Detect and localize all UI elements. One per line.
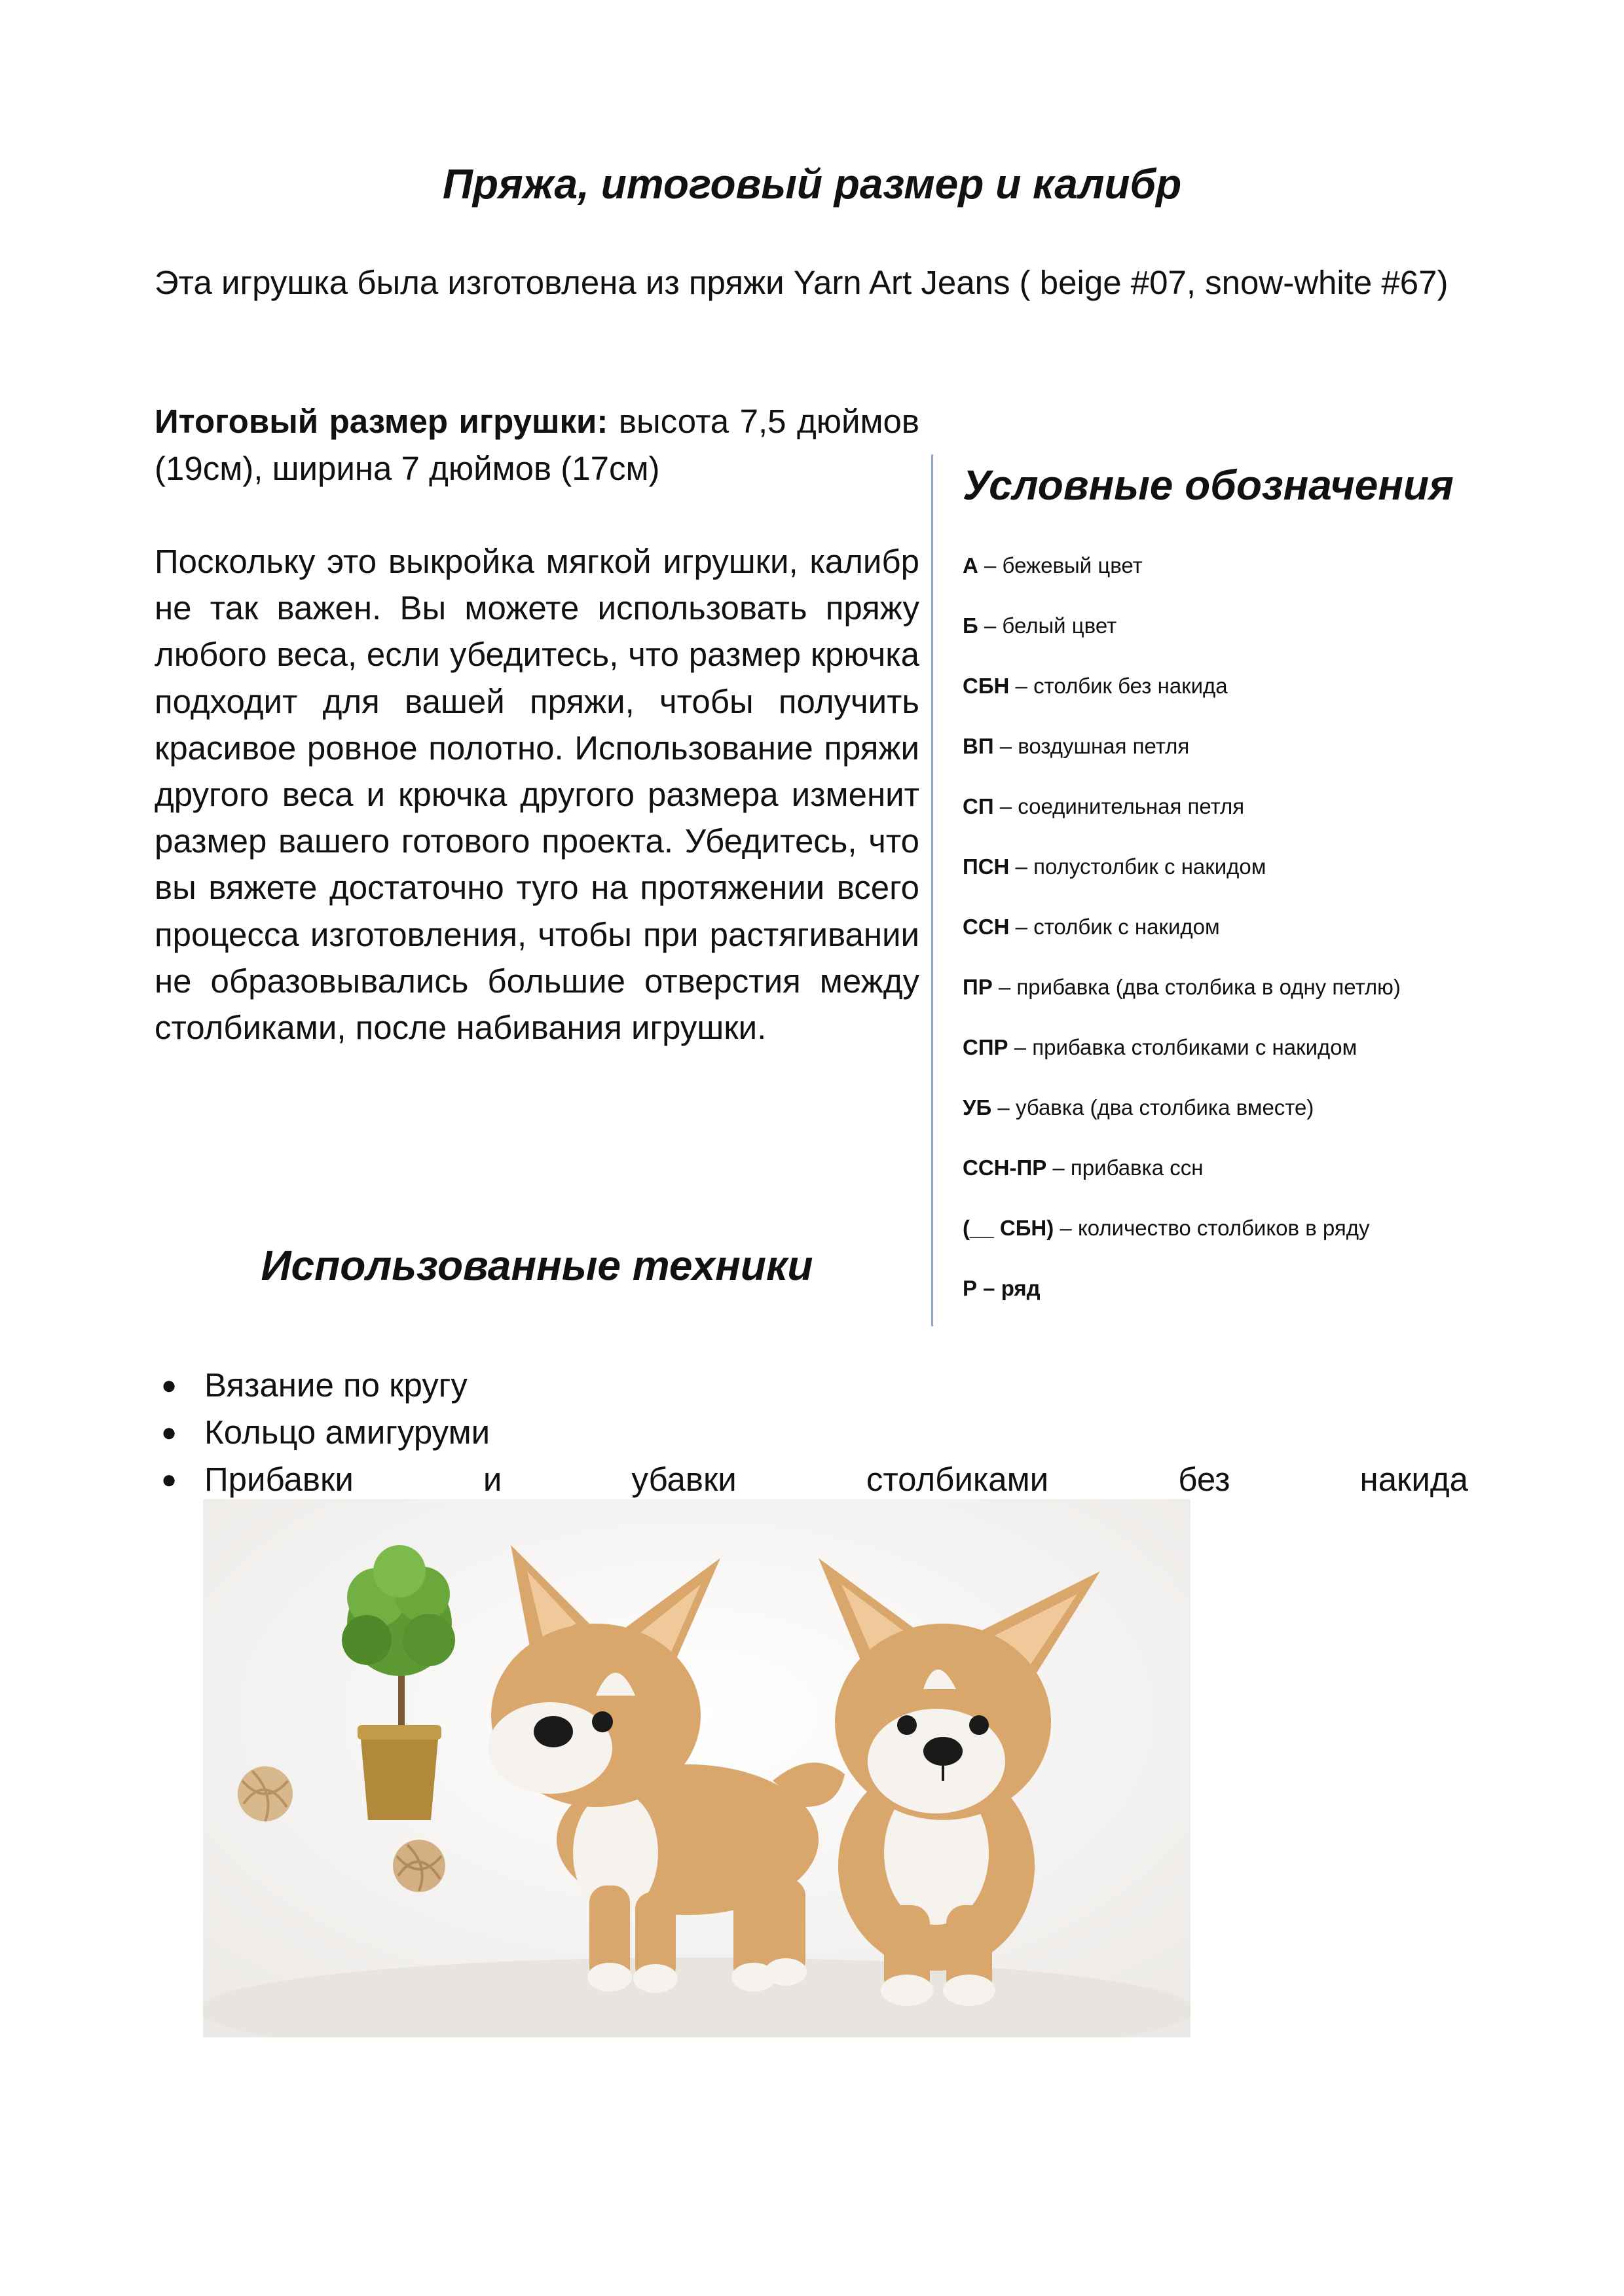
final-size-paragraph: [155, 398, 919, 492]
legend-desc: – белый цвет: [978, 613, 1117, 638]
legend-abbr: ССН: [963, 915, 1010, 939]
column-divider: [931, 454, 933, 1326]
page-title: Пряжа, итоговый размер и калибр: [442, 160, 1182, 208]
legend-abbr: ПСН: [963, 854, 1010, 879]
legend-desc: – прибавка столбиками с накидом: [1008, 1035, 1357, 1059]
legend-desc: – убавка (два столбика вместе): [991, 1095, 1314, 1120]
legend-abbr: Р – ряд: [963, 1276, 1041, 1300]
yarn-ball: [238, 1766, 293, 1821]
technique-label: Кольцо амигуруми: [204, 1413, 490, 1451]
legend-item: [963, 909, 1552, 969]
legend-desc: – столбик с накидом: [1009, 915, 1220, 939]
legend-abbr: УБ: [963, 1095, 992, 1120]
final-size-value: высота 7,5 дюймов (19см), ширина 7 дюймов (17см): [155, 403, 920, 487]
technique-word: и: [483, 1461, 502, 1498]
technique-word: Прибавки: [204, 1461, 354, 1498]
techniques-heading: Использованные техники: [261, 1242, 813, 1289]
legend-item: [963, 1270, 1552, 1330]
legend-item: [963, 848, 1552, 909]
legend-abbr: ПР: [963, 975, 993, 999]
legend-item: [963, 547, 1552, 608]
legend-abbr: ВП: [963, 734, 994, 758]
gauge-paragraph: Поскольку это выкройка мягкой игрушки, калибр не так важен. Вы можете использовать пряжу любого веса, если убедитесь, что размер крючка подходит для вашей пряжи, чтобы получить красивое ровное полотно. Использование пряжи другого веса и крючка другого размера изменит размер вашего готового проекта. Убедитесь, что вы вяжете достаточно туго на протяжении всего процесса изготовления, чтобы при растягивании не образовывались большие отверстия между столбиками, после набивания игрушки.: [155, 543, 919, 1047]
legend-abbr: СБН: [963, 674, 1010, 698]
legend-item: [963, 728, 1552, 788]
technique-word: без: [1178, 1461, 1230, 1498]
technique-word: накида: [1359, 1461, 1468, 1498]
legend-heading: Условные обозначения: [963, 462, 1454, 509]
bullet-icon: ●: [161, 1371, 177, 1400]
photo-illustration: [203, 1499, 1190, 2037]
legend-list: [963, 547, 1552, 1330]
legend-desc: – воздушная петля: [993, 734, 1190, 758]
legend-item: [963, 969, 1552, 1029]
legend-item: [963, 1089, 1552, 1150]
legend-item: [963, 1150, 1552, 1210]
legend-desc: – количество столбиков в ряду: [1054, 1216, 1370, 1240]
legend-desc: – прибавка (два столбика в одну петлю): [992, 975, 1401, 999]
legend-desc: – бежевый цвет: [978, 553, 1143, 577]
final-size-label: Итоговый размер игрушки:: [155, 403, 608, 440]
intro-paragraph: Эта игрушка была изготовлена из пряжи Yarn Art Jeans ( beige #07, snow-white #67): [155, 264, 1449, 301]
legend-abbr: СПР: [963, 1035, 1008, 1059]
technique-label-justified: [204, 1456, 1468, 1503]
legend-abbr: СП: [963, 794, 994, 818]
legend-abbr: (__ СБН): [963, 1216, 1054, 1240]
technique-label: Вязание по кругу: [204, 1366, 468, 1404]
legend-desc: – полустолбик с накидом: [1009, 854, 1266, 879]
legend-abbr: ССН-ПР: [963, 1156, 1047, 1180]
legend-item: [963, 608, 1552, 668]
technique-item: [155, 1362, 1468, 1409]
yarn-ball: [393, 1840, 445, 1892]
technique-item: [155, 1409, 1468, 1456]
legend-item: [963, 1029, 1552, 1089]
legend-desc: – столбик без накида: [1009, 674, 1228, 698]
corgi-toys-photo: [203, 1499, 1190, 2037]
technique-word: столбиками: [866, 1461, 1049, 1498]
legend-abbr: Б: [963, 613, 978, 638]
techniques-list: [155, 1362, 1468, 1503]
legend-item: [963, 788, 1552, 848]
bullet-icon: ●: [161, 1418, 177, 1447]
legend-item: [963, 1210, 1552, 1270]
technique-word: убавки: [631, 1461, 737, 1498]
legend-desc: – соединительная петля: [993, 794, 1245, 818]
legend-abbr: А: [963, 553, 978, 577]
legend-item: [963, 668, 1552, 728]
bullet-icon: ●: [161, 1465, 177, 1494]
technique-item: [155, 1456, 1468, 1503]
legend-desc: – прибавка ссн: [1046, 1156, 1204, 1180]
